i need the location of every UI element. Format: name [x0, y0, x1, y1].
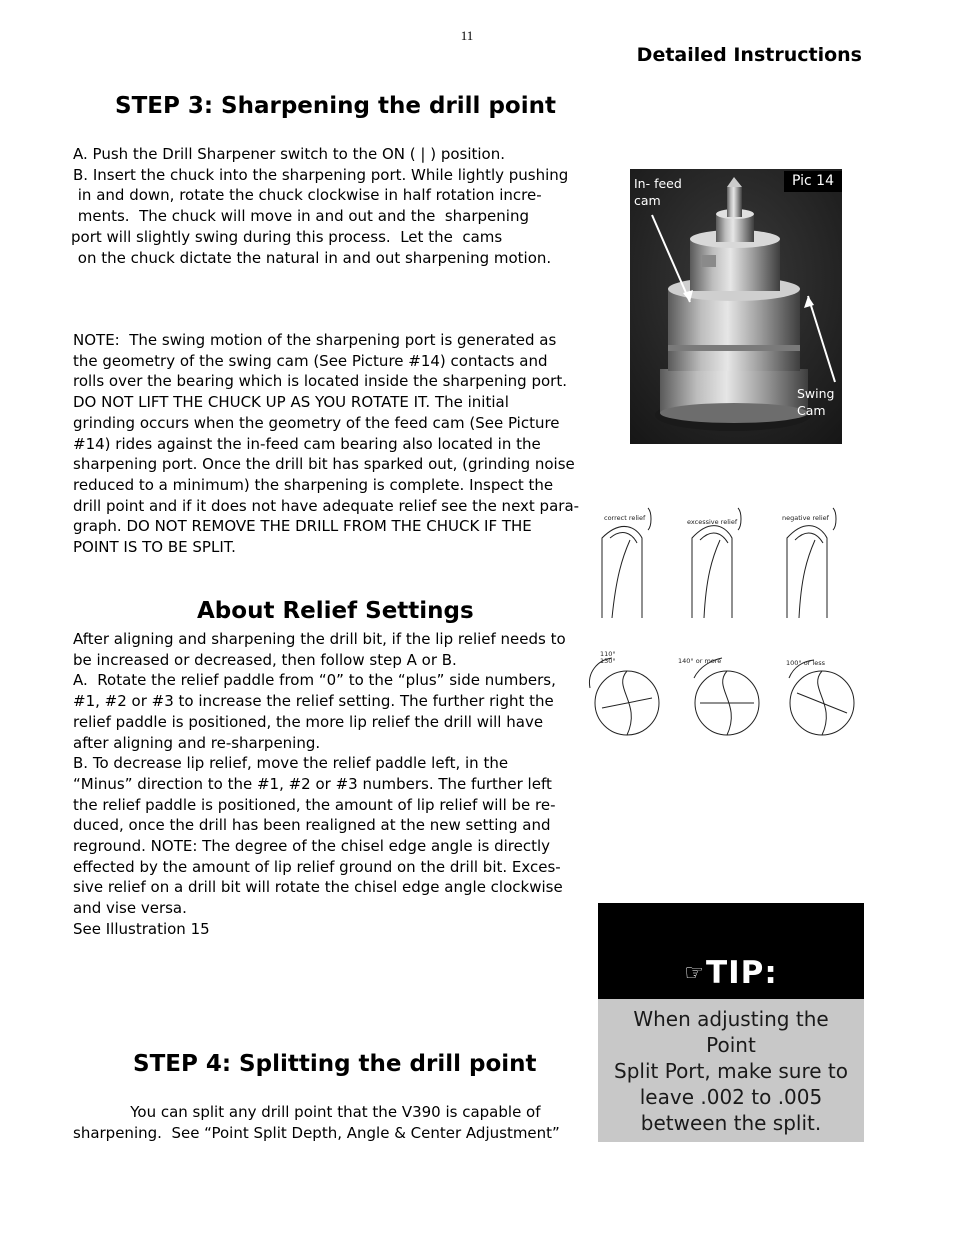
- angle-label-110: 110°: [600, 650, 616, 658]
- text-line: relief paddle is positioned, the more lip relief the drill will have: [73, 712, 544, 731]
- text-line: POINT IS TO BE SPLIT.: [73, 538, 236, 557]
- text-line: A. Push the Drill Sharpener switch to the ON ( | ) position.: [73, 145, 505, 163]
- text-line: ments. The chuck will move in and out and the sharpening: [73, 207, 529, 226]
- text-line: the relief paddle is positioned, the amount of lip relief will be re-: [73, 795, 556, 814]
- text-line: B. To decrease lip relief, move the relief paddle left, in the: [73, 754, 509, 773]
- step3-note: [73, 330, 579, 558]
- angle-label-140: 140° or more: [678, 657, 722, 665]
- text-line: duced, once the drill has been realigned at the new setting and: [73, 816, 551, 835]
- step3-title: STEP 3: Sharpening the drill point: [115, 93, 556, 119]
- text-line: DO NOT LIFT THE CHUCK UP AS YOU ROTATE IT. The initial: [73, 393, 509, 412]
- text-line: A. Rotate the relief paddle from “0” to the “plus” side numbers,: [73, 671, 556, 690]
- tip-box: [598, 903, 864, 1142]
- text-line: sharpening port. Once the drill bit has sparked out, (grinding noise: [73, 455, 575, 474]
- negative-relief-label: negative relief: [782, 514, 829, 522]
- angle-label-130: 130°: [600, 657, 616, 665]
- text-line: port will slightly swing during this process. Let the cams: [71, 227, 503, 246]
- text-line: drill point and if it does not have adequate relief see the next para-: [73, 496, 580, 515]
- correct-relief-profile: [602, 508, 651, 618]
- text-line: effected by the amount of lip relief ground on the drill bit. Exces-: [73, 857, 561, 876]
- pic-badge: Pic 14: [784, 171, 842, 192]
- text-line: be increased or decreased, then follow step A or B.: [73, 650, 457, 669]
- relief-drawing: [582, 498, 862, 748]
- text-line: B. Insert the chuck into the sharpening port. While lightly pushing: [73, 165, 569, 184]
- end-view-2: [694, 658, 759, 735]
- step3-instructions: [73, 144, 568, 268]
- step4-body: [73, 1102, 560, 1143]
- excessive-relief-label: excessive relief: [687, 518, 738, 526]
- text-line: reground. NOTE: The degree of the chisel edge angle is directly: [73, 837, 551, 856]
- step4-title: STEP 4: Splitting the drill point: [133, 1051, 537, 1077]
- text-line: #14) rides against the in-feed cam bearing also located in the: [73, 434, 541, 453]
- text-line: and vise versa.: [73, 899, 187, 918]
- tip-header: [598, 903, 864, 999]
- infeed-cam-label: [634, 175, 682, 209]
- relief-body: [73, 629, 566, 940]
- negative-relief-profile: [787, 508, 836, 618]
- text-line: #1, #2 or #3 to increase the relief setting. The further right the: [73, 692, 554, 711]
- section-header: Detailed Instructions: [636, 44, 862, 66]
- pointing-hand-icon: ☞: [684, 960, 704, 986]
- tip-title: TIP:: [705, 955, 778, 991]
- text-line: the geometry of the swing cam (See Picture #14) contacts and: [73, 351, 548, 370]
- text-line: After aligning and sharpening the drill bit, if the lip relief needs to: [73, 630, 566, 648]
- page-number: 11: [460, 28, 474, 43]
- chuck-photo: [630, 169, 842, 444]
- text-line: in and down, rotate the chuck clockwise in half rotation incre-: [73, 186, 542, 205]
- label-line: Swing: [797, 386, 835, 401]
- tip-text: [606, 1006, 856, 1136]
- text-line: after aligning and re-sharpening.: [73, 733, 321, 752]
- correct-relief-label: correct relief: [604, 514, 646, 522]
- text-line: on the chuck dictate the natural in and out sharpening motion.: [73, 248, 552, 267]
- text-line: rolls over the bearing which is located inside the sharpening port.: [73, 372, 567, 391]
- tip-text-line: leave .002 to .005: [639, 1085, 823, 1109]
- tip-text-line: When adjusting the Point: [633, 1007, 829, 1057]
- label-line: Cam: [797, 403, 826, 418]
- text-line: You can split any drill point that the V390 is capable of: [73, 1103, 541, 1121]
- label-line: cam: [634, 193, 661, 208]
- text-line: reduced to a minimum) the sharpening is complete. Inspect the: [73, 475, 554, 494]
- text-line: See Illustration 15: [73, 919, 210, 938]
- text-line: sive relief on a drill bit will rotate the chisel edge angle clockwise: [73, 878, 563, 897]
- relief-diagram: [582, 498, 862, 748]
- tip-text-line: Split Port, make sure to: [614, 1059, 848, 1083]
- angle-label-100: 100° or less: [786, 659, 826, 667]
- end-view-1: [589, 658, 659, 735]
- label-line: In- feed: [634, 176, 682, 191]
- tip-text-line: between the split.: [640, 1111, 822, 1135]
- text-line: sharpening. See “Point Split Depth, Angle & Center Adjustment”: [73, 1123, 560, 1142]
- relief-title: About Relief Settings: [197, 598, 474, 624]
- text-line: NOTE: The swing motion of the sharpening port is generated as: [73, 331, 557, 349]
- text-line: “Minus” direction to the #1, #2 or #3 numbers. The further left: [73, 774, 552, 793]
- end-view-3: [789, 660, 854, 735]
- text-line: graph. DO NOT REMOVE THE DRILL FROM THE CHUCK IF THE: [73, 517, 532, 536]
- swing-cam-label: [797, 385, 835, 419]
- text-line: grinding occurs when the geometry of the feed cam (See Picture: [73, 413, 560, 432]
